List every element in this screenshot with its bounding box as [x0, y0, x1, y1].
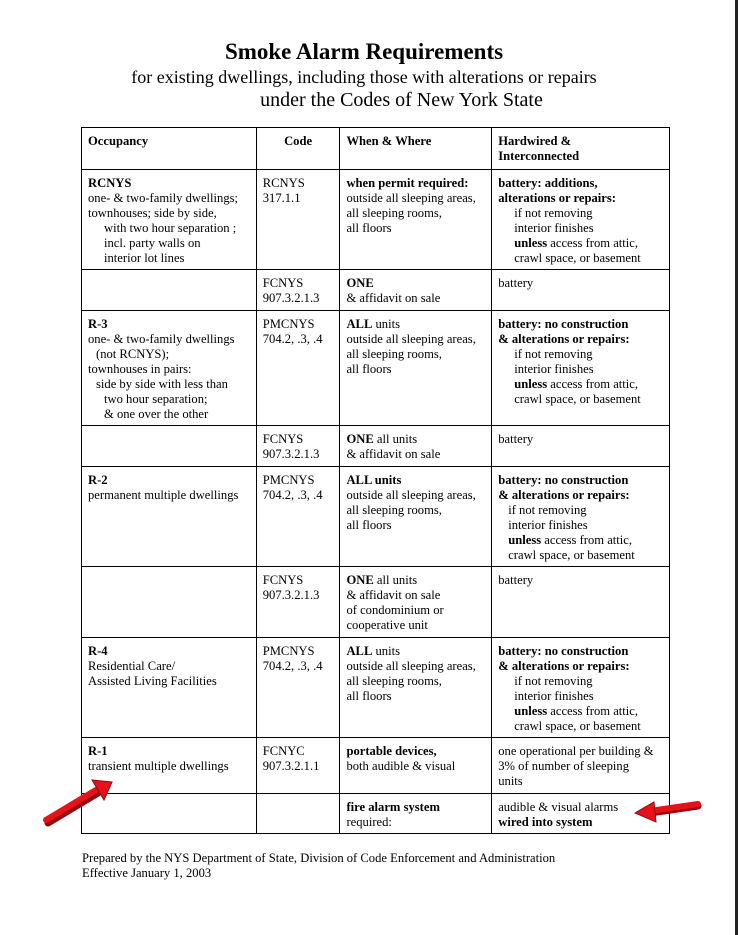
when-where-line — [346, 432, 485, 447]
header-hardwired-line: Interconnected — [498, 149, 580, 163]
hardwired-line: crawl space, or basement — [508, 548, 635, 562]
unless-text: unless — [514, 377, 548, 391]
when-where-line: all floors — [346, 221, 392, 235]
hardwired-line: if not removing — [514, 347, 593, 361]
occupancy-cell — [82, 638, 257, 738]
hardwired-line — [498, 377, 663, 392]
hardwired-line: battery — [498, 432, 534, 446]
hardwired-line: crawl space, or basement — [514, 719, 641, 733]
footer-prepared-by: Prepared by the NYS Department of State, Division of Code Enforcement and Administration — [82, 851, 556, 865]
occupancy-cell — [82, 567, 257, 638]
hardwired-line: units — [498, 774, 523, 788]
requirements-table — [81, 127, 670, 834]
header-hardwired-line: Hardwired & — [498, 134, 572, 148]
code-cell — [256, 567, 340, 638]
code-line: 907.3.2.1.3 — [262, 588, 320, 602]
hardwired-cell — [492, 467, 670, 567]
when-where-line: ONE — [346, 276, 374, 290]
when-where-line: all sleeping rooms, — [346, 674, 442, 688]
code-cell — [256, 170, 340, 270]
occupancy-name: R-3 — [88, 317, 108, 331]
code-line: 704.2, .3, .4 — [262, 332, 323, 346]
table-row — [82, 270, 670, 311]
code-line: FCNYS — [262, 573, 304, 587]
hardwired-line: if not removing — [508, 503, 587, 517]
hardwired-line: if not removing — [514, 206, 593, 220]
occupancy-line: two hour separation; — [104, 392, 208, 406]
when-where-line: required: — [346, 815, 392, 829]
hardwired-line: battery — [498, 573, 534, 587]
occupancy-line: side by side with less than — [96, 377, 228, 391]
table-row — [82, 738, 670, 794]
when-where-line — [346, 317, 485, 332]
occupancy-line: (not RCNYS); — [96, 347, 170, 361]
when-where-cell — [340, 638, 492, 738]
code-line: 704.2, .3, .4 — [262, 488, 323, 502]
unless-text: unless — [508, 533, 542, 547]
hardwired-line — [498, 704, 663, 719]
when-where-line: outside all sleeping areas, — [346, 488, 476, 502]
table-row — [82, 567, 670, 638]
when-where-cell — [340, 270, 492, 311]
occupancy-line: one- & two-family dwellings; — [88, 191, 239, 205]
hardwired-line: 3% of number of sleeping — [498, 759, 630, 773]
when-where-line: & affidavit on sale — [346, 588, 441, 602]
page-subtitle-1: for existing dwellings, including those with alterations or repairs — [131, 67, 597, 87]
hardwired-cell — [492, 270, 670, 311]
table-row — [82, 426, 670, 467]
hardwired-cell — [492, 567, 670, 638]
when-where-cell — [340, 426, 492, 467]
hardwired-line: interior finishes — [514, 221, 594, 235]
when-where-cell — [340, 794, 492, 834]
one-text: ONE — [346, 432, 374, 446]
code-line: FCNYS — [262, 276, 304, 290]
hardwired-cell — [492, 311, 670, 426]
when-where-line: portable devices, — [346, 744, 437, 758]
title-block — [0, 38, 738, 112]
code-cell — [256, 638, 340, 738]
hardwired-line: battery: no construction — [498, 317, 629, 331]
code-line: PMCNYS — [262, 473, 315, 487]
code-line: PMCNYS — [262, 644, 315, 658]
hardwired-line — [498, 236, 663, 251]
when-where-line: fire alarm system — [346, 800, 440, 814]
code-cell — [256, 311, 340, 426]
when-where-line — [346, 644, 485, 659]
occupancy-name: RCNYS — [88, 176, 132, 190]
one-text: ONE — [346, 573, 374, 587]
when-where-cell — [340, 170, 492, 270]
code-line: 907.3.2.1.3 — [262, 447, 320, 461]
hardwired-line: & alterations or repairs: — [498, 659, 630, 673]
occupancy-line: incl. party walls on — [104, 236, 201, 250]
hardwired-line: battery — [498, 276, 534, 290]
when-where-line: when permit required: — [346, 176, 469, 190]
hardwired-text: access from attic, — [547, 704, 639, 718]
code-cell — [256, 794, 340, 834]
when-where-text: all units — [373, 573, 418, 587]
hardwired-cell — [492, 738, 670, 794]
header-when-where: When & Where — [340, 128, 492, 170]
all-text: ALL — [346, 644, 373, 658]
occupancy-line: townhouses in pairs: — [88, 362, 192, 376]
hardwired-line: interior finishes — [508, 518, 588, 532]
when-where-line: outside all sleeping areas, — [346, 332, 476, 346]
header-row — [82, 128, 670, 170]
hardwired-line: if not removing — [514, 674, 593, 688]
when-where-cell — [340, 567, 492, 638]
occupancy-cell — [82, 311, 257, 426]
when-where-text: all units — [373, 432, 418, 446]
occupancy-name: R-2 — [88, 473, 108, 487]
hardwired-line: alterations or repairs: — [498, 191, 616, 205]
hardwired-line: crawl space, or basement — [514, 251, 641, 265]
code-cell — [256, 270, 340, 311]
hardwired-line: battery: additions, — [498, 176, 598, 190]
hardwired-line: battery: no construction — [498, 644, 629, 658]
hardwired-line: battery: no construction — [498, 473, 629, 487]
hardwired-cell — [492, 170, 670, 270]
when-where-line: all sleeping rooms, — [346, 347, 442, 361]
occupancy-name: R-1 — [88, 744, 108, 758]
when-where-line: all floors — [346, 362, 392, 376]
when-where-line: & affidavit on sale — [346, 291, 441, 305]
when-where-line: both audible & visual — [346, 759, 456, 773]
table-row — [82, 311, 670, 426]
header-code: Code — [256, 128, 340, 170]
occupancy-line: one- & two-family dwellings — [88, 332, 235, 346]
when-where-line: cooperative unit — [346, 618, 428, 632]
page-subtitle-2: under the Codes of New York State — [260, 89, 543, 111]
code-line: FCNYS — [262, 432, 304, 446]
hardwired-line: audible & visual alarms — [498, 800, 619, 814]
when-where-line: ALL units — [346, 473, 402, 487]
footer — [82, 851, 555, 881]
unless-text: unless — [514, 236, 548, 250]
all-text: ALL — [346, 317, 373, 331]
hardwired-cell — [492, 638, 670, 738]
hardwired-text: access from attic, — [547, 377, 639, 391]
hardwired-line: wired into system — [498, 815, 593, 829]
occupancy-line: Assisted Living Facilities — [88, 674, 217, 688]
when-where-line: all floors — [346, 689, 392, 703]
table-row — [82, 467, 670, 567]
when-where-line: outside all sleeping areas, — [346, 191, 476, 205]
when-where-line: outside all sleeping areas, — [346, 659, 476, 673]
hardwired-text: access from attic, — [541, 533, 633, 547]
code-line: FCNYC — [262, 744, 305, 758]
code-cell — [256, 738, 340, 794]
hardwired-line — [498, 533, 663, 548]
left-arrow-shaft — [46, 790, 96, 820]
occupancy-line: permanent multiple dwellings — [88, 488, 239, 502]
unless-text: unless — [514, 704, 548, 718]
occupancy-line: townhouses; side by side, — [88, 206, 217, 220]
when-where-text: units — [372, 644, 401, 658]
hardwired-line: interior finishes — [514, 362, 594, 376]
when-where-line: all sleeping rooms, — [346, 503, 442, 517]
code-line: PMCNYS — [262, 317, 315, 331]
hardwired-line: crawl space, or basement — [514, 392, 641, 406]
code-line: 907.3.2.1.1 — [262, 759, 320, 773]
when-where-line — [346, 573, 485, 588]
hardwired-text: access from attic, — [547, 236, 639, 250]
hardwired-line: interior finishes — [514, 689, 594, 703]
hardwired-line: & alterations or repairs: — [498, 488, 630, 502]
header-occupancy: Occupancy — [82, 128, 257, 170]
occupancy-line: Residential Care/ — [88, 659, 176, 673]
occupancy-line: & one over the other — [104, 407, 209, 421]
occupancy-line: transient multiple dwellings — [88, 759, 229, 773]
header-hardwired — [492, 128, 670, 170]
occupancy-line: interior lot lines — [104, 251, 185, 265]
when-where-line: all floors — [346, 518, 392, 532]
left-arrow-icon — [36, 776, 118, 832]
table-row — [82, 170, 670, 270]
code-cell — [256, 426, 340, 467]
occupancy-cell — [82, 426, 257, 467]
right-arrow-icon — [632, 796, 706, 826]
table-row — [82, 794, 670, 834]
when-where-cell — [340, 738, 492, 794]
code-line: 907.3.2.1.3 — [262, 291, 320, 305]
page-title: Smoke Alarm Requirements — [224, 39, 504, 64]
hardwired-line: & alterations or repairs: — [498, 332, 630, 346]
occupancy-line: with two hour separation ; — [104, 221, 237, 235]
when-where-line: of condominium or — [346, 603, 444, 617]
when-where-cell — [340, 311, 492, 426]
footer-effective-date: Effective January 1, 2003 — [82, 866, 212, 880]
occupancy-cell — [82, 270, 257, 311]
code-cell — [256, 467, 340, 567]
when-where-text: units — [372, 317, 401, 331]
hardwired-cell — [492, 426, 670, 467]
when-where-line: all sleeping rooms, — [346, 206, 442, 220]
right-arrow-head — [635, 802, 656, 822]
table-row — [82, 638, 670, 738]
occupancy-cell — [82, 467, 257, 567]
hardwired-line: one operational per building & — [498, 744, 654, 758]
when-where-cell — [340, 467, 492, 567]
code-line: 317.1.1 — [262, 191, 301, 205]
occupancy-cell — [82, 170, 257, 270]
code-line: 704.2, .3, .4 — [262, 659, 323, 673]
occupancy-name: R-4 — [88, 644, 108, 658]
code-line: RCNYS — [262, 176, 305, 190]
when-where-line: & affidavit on sale — [346, 447, 441, 461]
